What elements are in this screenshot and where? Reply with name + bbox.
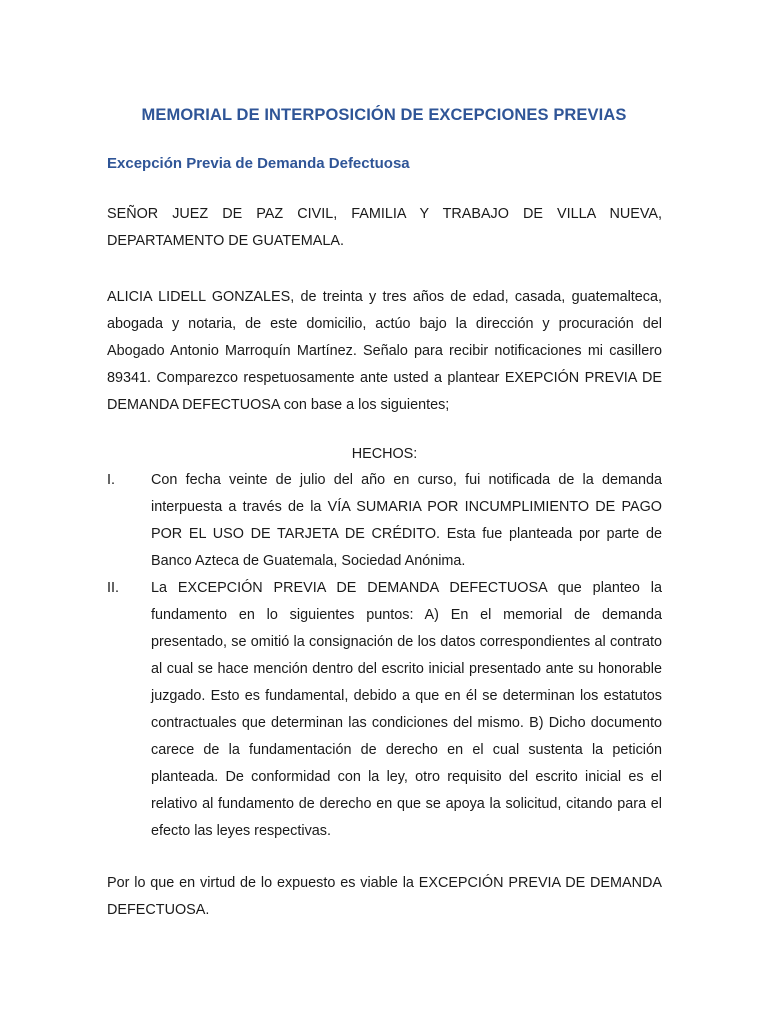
facts-heading: HECHOS: [351,446,418,462]
fact-text: La EXCEPCIÓN PREVIA DE DEMANDA DEFECTUOSA que planteo la fundamento en lo siguientes puntos: A) En el memorial de demanda presentado, se omitió la consignación de los datos correspondientes al contrato al cual se hace mención dentro del escrito inicial presentado ante su honorable juzgado. Esto es fundamental, debido a que en él se determinan los estatutos contractuales que determinan las condiciones del mismo. B) Dicho documento carece de la fundamentación de derecho en el cual sustenta la petición planteada. De conformidad con la ley, otro requisito del escrito inicial es el relativo al fundamento de derecho en que se apoya la solicitud, citando para el efecto las leyes respectivas. [151,580,662,839]
fact-number: II. [107,580,119,596]
fact-item [107,467,662,575]
document-subtitle: Excepción Previa de Demanda Defectuosa [107,155,410,172]
fact-text: Con fecha veinte de julio del año en curso, fui notificada de la demanda interpuesta a través de la VÍA SUMARIA POR INCUMPLIMIENTO DE PAGO POR EL USO DE TARJETA DE CRÉDITO. Esta fue planteada por parte de Banco Azteca de Guatemala, Sociedad Anónima. [151,472,662,569]
addressee-paragraph: SEÑOR JUEZ DE PAZ CIVIL, FAMILIA Y TRABAJO DE VILLA NUEVA, DEPARTAMENTO DE GUATEMALA. [107,206,662,249]
closing-paragraph: Por lo que en virtud de lo expuesto es viable la EXCEPCIÓN PREVIA DE DEMANDA DEFECTUOSA. [107,875,662,918]
facts-list [107,467,662,845]
fact-number: I. [107,472,115,488]
intro-paragraph: ALICIA LIDELL GONZALES, de treinta y tres años de edad, casada, guatemalteca, abogada y notaria, de este domicilio, actúo bajo la dirección y procuración del Abogado Antonio Marroquín Martínez. Señalo para recibir notificaciones mi casillero 89341. Comparezco respetuosamente ante usted a plantear EXEPCIÓN PREVIA DE DEMANDA DEFECTUOSA con base a los siguientes; [107,289,662,413]
document-title: MEMORIAL DE INTERPOSICIÓN DE EXCEPCIONES PREVIAS [141,106,627,124]
fact-item [107,575,662,845]
